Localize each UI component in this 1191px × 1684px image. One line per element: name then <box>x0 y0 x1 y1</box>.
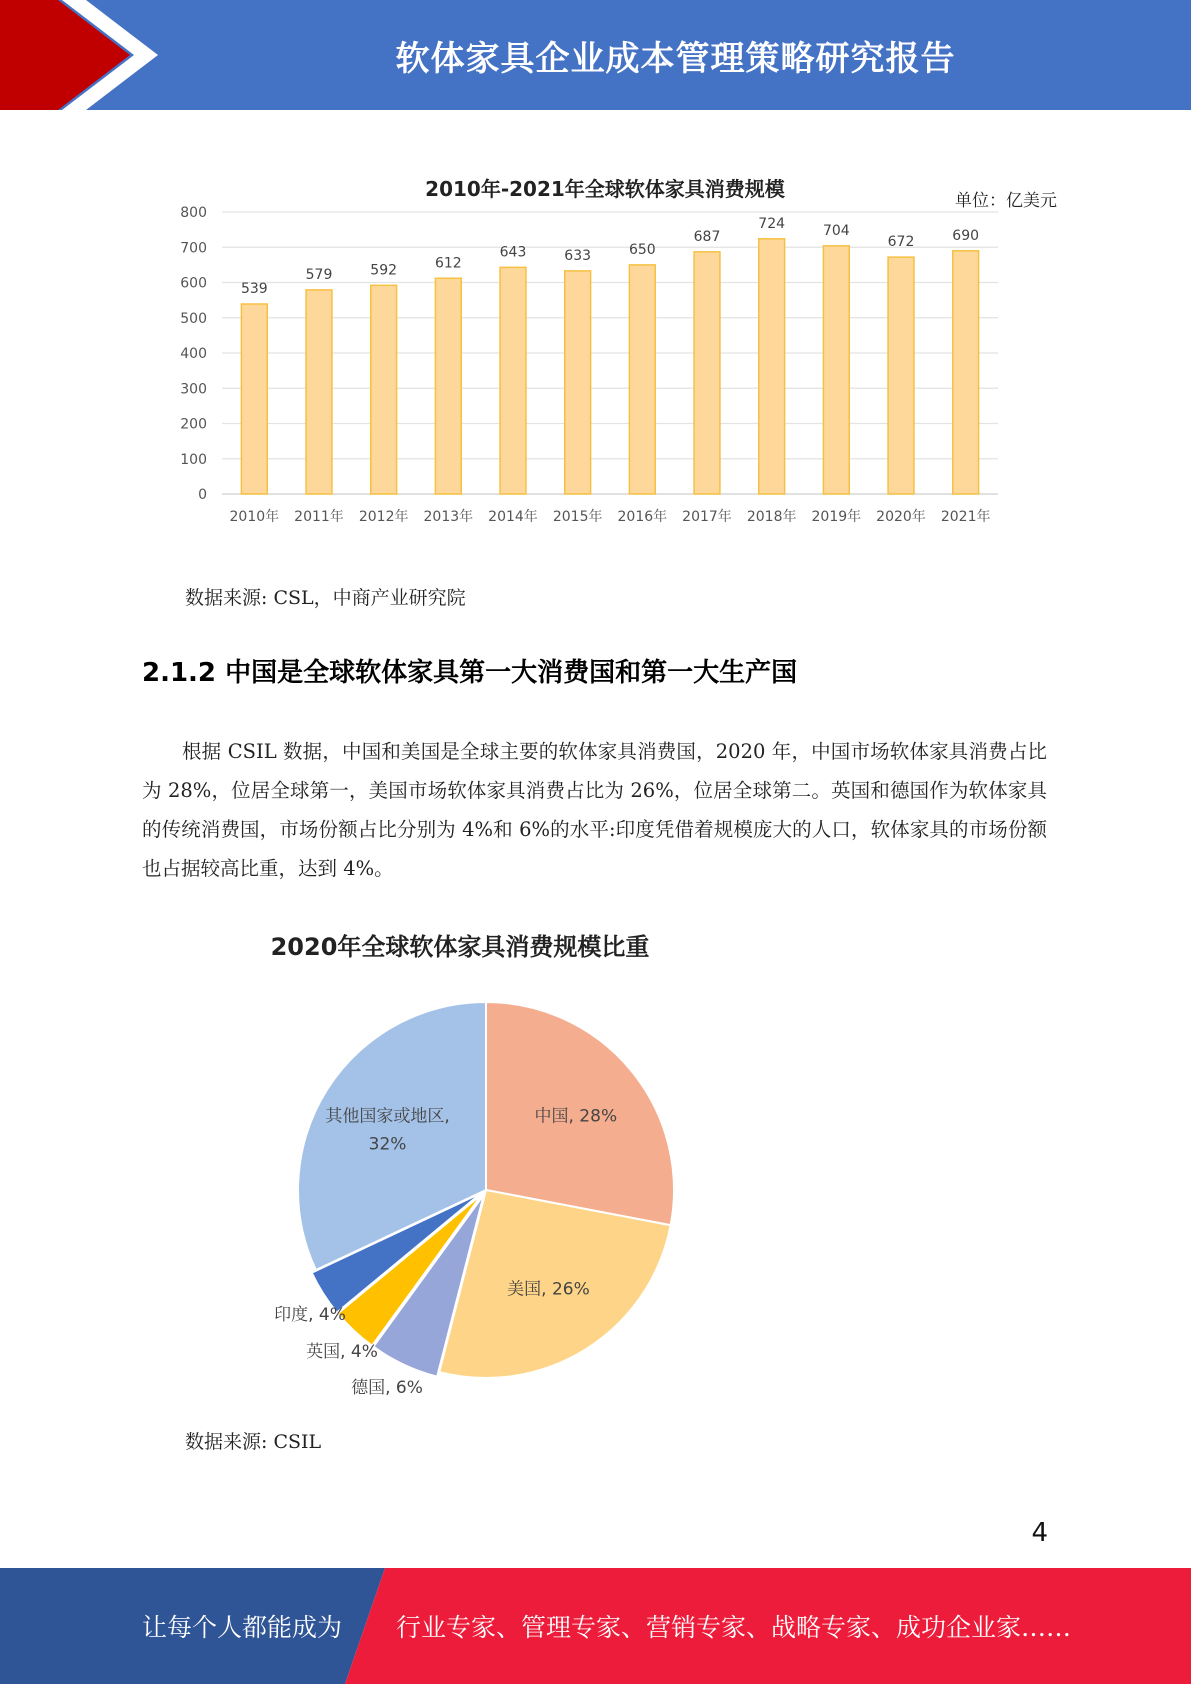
bar-value-label: 650 <box>628 241 656 258</box>
bar-chart-x-axis <box>230 508 991 525</box>
bar-value-label: 704 <box>822 222 850 239</box>
y-tick-label: 0 <box>198 487 207 503</box>
page-number: 4 <box>1031 1518 1048 1548</box>
bar <box>371 285 397 494</box>
bar-value-label: 633 <box>564 247 592 264</box>
y-tick-label: 300 <box>180 381 207 398</box>
x-tick-label: 2010年 <box>229 509 280 525</box>
page-header <box>0 0 1191 110</box>
section-heading: 2.1.2 中国是全球软体家具第一大消费国和第一大生产国 <box>142 658 798 688</box>
y-tick-label: 500 <box>180 310 207 327</box>
y-tick-label: 200 <box>180 416 207 433</box>
y-tick-label: 700 <box>180 240 207 257</box>
x-tick-label: 2016年 <box>617 509 668 525</box>
bar-value-label: 690 <box>952 227 980 244</box>
bar-chart <box>170 160 1080 570</box>
pie-slice-label: 英国, 4% <box>306 1342 378 1362</box>
pie-chart-title: 2020年全球软体家具消费规模比重 <box>270 933 650 961</box>
pie-chart-svg <box>180 910 780 1410</box>
y-tick-label: 400 <box>180 346 207 362</box>
bar-chart-gridlines <box>222 212 998 494</box>
pie-slice-label: 中国, 28% <box>534 1106 618 1127</box>
bar <box>953 251 979 494</box>
pie-slice-label: 德国, 6% <box>351 1378 423 1398</box>
y-tick-label: 600 <box>180 275 207 292</box>
x-tick-label: 2012年 <box>358 509 409 525</box>
bar-value-label: 612 <box>434 255 462 272</box>
pie-chart-slices <box>298 1002 674 1378</box>
bar <box>241 304 267 494</box>
bar <box>306 290 332 494</box>
bar-chart-unit: 单位：亿美元 <box>955 191 1057 211</box>
bar-value-label: 539 <box>240 281 268 298</box>
pie-slice-label: 其他国家或地区, <box>325 1106 450 1127</box>
x-tick-label: 2019年 <box>811 509 862 525</box>
x-tick-label: 2013年 <box>423 509 474 525</box>
body-paragraph: 根据 CSIL 数据，中国和美国是全球主要的软体家具消费国，2020 年，中国市场软体家具消费占比为 28%，位居全球第一，美国市场软体家具消费占比为 26%，位居全球第二。英国和德国作为软体家具的传统消费国，市场份额占比分别为 4%和 6%的水平:印度凭借着规模庞大的人口，软体家具的市场份额也占据较高比重，达到 4%。 <box>142 740 1047 880</box>
x-tick-label: 2011年 <box>294 509 344 525</box>
pie-slice-label: 美国, 26% <box>507 1279 590 1300</box>
bar <box>565 271 591 494</box>
bar-chart-y-axis <box>180 205 207 503</box>
bar-chart-svg <box>170 160 1080 570</box>
bar-value-label: 579 <box>305 266 333 283</box>
y-tick-label: 100 <box>180 451 207 468</box>
bar-chart-source: 数据来源: CSL，中商产业研究院 <box>185 587 466 609</box>
bar <box>629 265 655 494</box>
bar-value-label: 687 <box>693 228 721 245</box>
y-tick-label: 800 <box>180 205 207 221</box>
bar-chart-data-labels <box>241 216 979 297</box>
x-tick-label: 2015年 <box>552 509 603 525</box>
x-tick-label: 2014年 <box>488 509 538 525</box>
x-tick-label: 2018年 <box>746 509 797 525</box>
bar-chart-title: 2010年-2021年全球软体家具消费规模 <box>425 177 785 201</box>
pie-slice-label: 32% <box>368 1134 407 1155</box>
x-tick-label: 2021年 <box>940 509 991 525</box>
pie-slice-label: 印度, 4% <box>274 1305 346 1325</box>
bar-chart-bars <box>241 239 978 494</box>
bar-value-label: 724 <box>758 215 786 232</box>
footer-slogan-right: 行业专家、管理专家、营销专家、战略专家、成功企业家…… <box>396 1613 1072 1642</box>
x-tick-label: 2020年 <box>876 509 926 525</box>
bar <box>888 257 914 494</box>
pie-chart-source: 数据来源: CSIL <box>185 1431 322 1453</box>
bar <box>759 239 785 494</box>
footer-slogan-left: 让每个人都能成为 <box>142 1613 343 1642</box>
bar-value-label: 592 <box>370 262 398 279</box>
bar-value-label: 643 <box>499 244 527 261</box>
header-title: 软体家具企业成本管理策略研究报告 <box>395 38 956 79</box>
pie-chart <box>180 910 780 1410</box>
bar-value-label: 672 <box>887 234 915 251</box>
x-tick-label: 2017年 <box>682 509 732 525</box>
bar <box>435 278 461 494</box>
bar <box>694 252 720 494</box>
page-footer <box>0 1568 1191 1684</box>
bar <box>500 267 526 494</box>
bar <box>823 246 849 494</box>
